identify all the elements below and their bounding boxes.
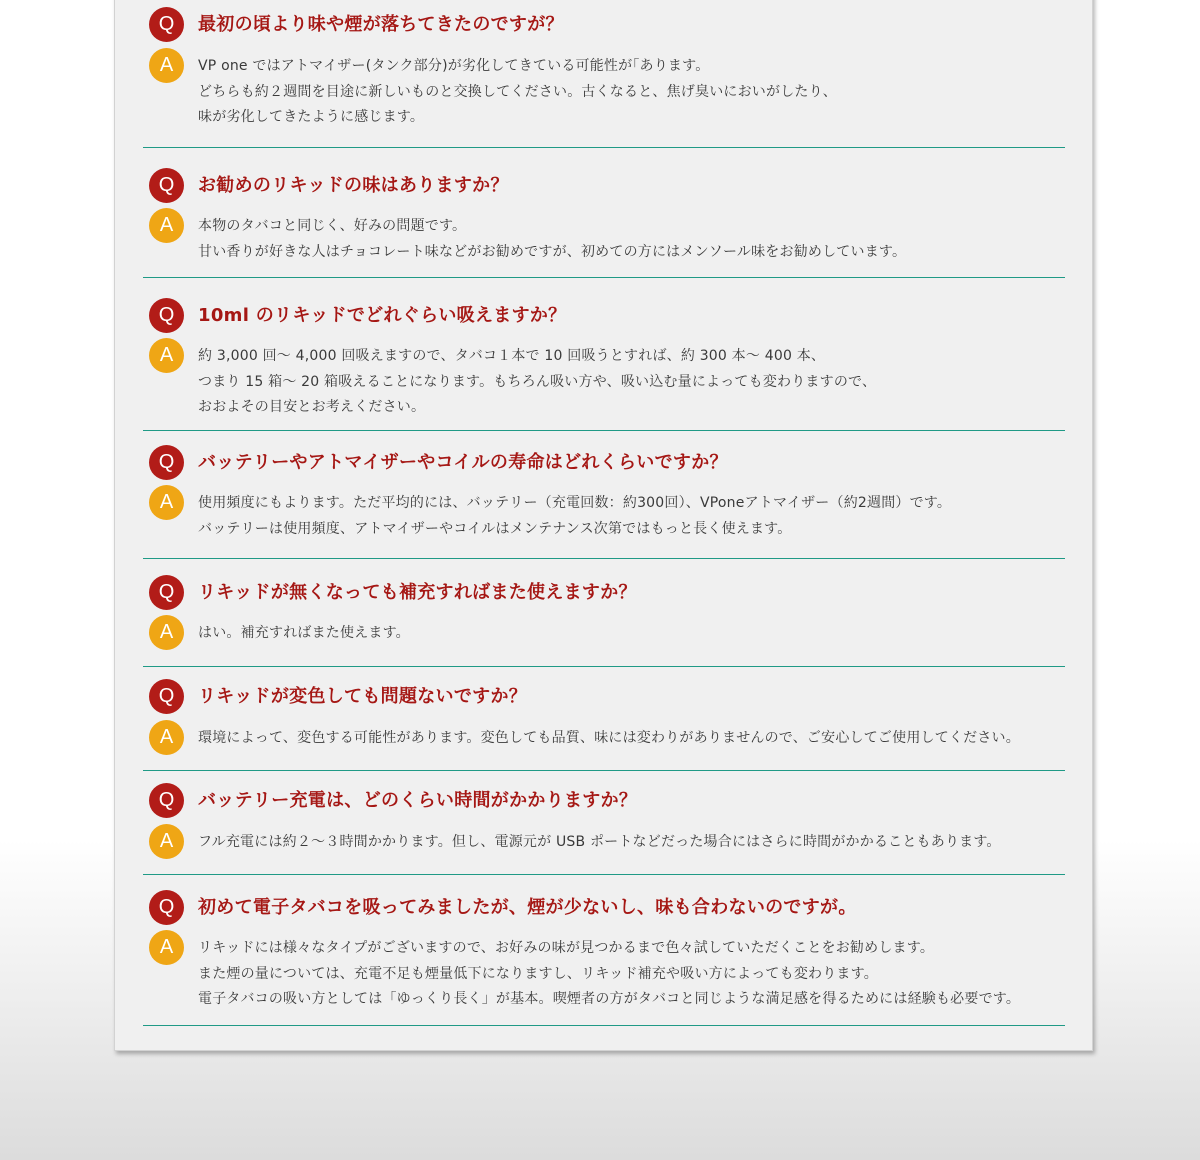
question-row: [149, 575, 1065, 610]
question-text: リキッドが変色しても問題ないですか？: [198, 686, 528, 707]
answer-row: [149, 48, 1065, 131]
answer-row: [149, 615, 1065, 650]
answer-line: 味が劣化してきたように感じます。: [198, 109, 425, 125]
answer-line: 約 3,000 回～ 4,000 回吸えますので、タバコ１本で 10 回吸うとすれば、約 300 本～ 400 本、: [198, 348, 826, 364]
faq-item: [143, 559, 1065, 667]
question-row: [149, 7, 1065, 42]
question-text: バッテリーやアトマイザーやコイルの寿命はどれくらいですか？: [198, 452, 728, 473]
answer-line: VP one ではアトマイザー(タンク部分)が劣化してきている可能性が｢あります。: [198, 58, 710, 74]
question-row: [149, 890, 1065, 925]
answer-text: [198, 48, 837, 131]
answer-row: [149, 824, 1065, 859]
faq-item: [143, 667, 1065, 771]
answer-text: [198, 930, 1020, 1013]
answer-line: 本物のタバコと同じく、好みの問題です。: [198, 218, 467, 234]
answer-line: つまり 15 箱～ 20 箱吸えることになります。もちろん吸い方や、吸い込む量によっても変わりますので、: [198, 373, 877, 390]
question-row: [149, 445, 1065, 480]
question-text: リキッドが無くなっても補充すればまた使えますか？: [198, 582, 637, 603]
answer-text: [198, 338, 876, 421]
question-text: 初めて電子タバコを吸ってみましたが、煙が少ないし、味も合わないのですが。: [198, 897, 857, 918]
question-row: [149, 298, 1065, 333]
question-badge: Q: [149, 298, 184, 333]
faq-item: [143, 771, 1065, 875]
answer-text: [198, 208, 906, 265]
answer-line: 環境によって、変色する可能性があります。変色しても品質、味には変わりがありませんので、ご安心してご使用してください。: [198, 730, 1020, 746]
faq-item: [143, 148, 1065, 278]
answer-row: [149, 485, 1065, 542]
question-badge: Q: [149, 679, 184, 714]
question-text: バッテリー充電は、どのくらい時間がかかりますか？: [198, 790, 638, 811]
question-badge: Q: [149, 7, 184, 42]
answer-line: また煙の量については、充電不足も煙量低下になりますし、リキッド補充や吸い方によっても変わります。: [198, 965, 878, 982]
answer-badge: A: [149, 615, 184, 650]
answer-line: 電子タバコの吸い方としては「ゆっくり長く」が基本。喫煙者の方がタバコと同じような満足感を得るためには経験も必要です。: [198, 991, 1021, 1007]
answer-row: [149, 338, 1065, 421]
question-text: 最初の頃より味や煙が落ちてきたのですが？: [198, 14, 564, 35]
faq-item: [143, 431, 1065, 559]
answer-line: フル充電には約２～３時間かかります。但し、電源元が USB ポートなどだった場合にはさらに時間がかかることもあります。: [198, 834, 1001, 850]
answer-text: [198, 615, 410, 647]
answer-line: はい。補充すればまた使えます。: [198, 625, 410, 641]
question-row: [149, 168, 1065, 203]
answer-badge: A: [149, 48, 184, 83]
answer-row: [149, 930, 1065, 1013]
question-badge: Q: [149, 783, 184, 818]
answer-line: バッテリーは使用頻度、アトマイザーやコイルはメンテナンス次第ではもっと長く使えます。: [198, 520, 792, 537]
faq-item: [143, 0, 1065, 148]
answer-line: 甘い香りが好きな人はチョコレート味などがお勧めですが、初めての方にはメンソール味をお勧めしています。: [198, 243, 907, 260]
question-badge: Q: [149, 575, 184, 610]
answer-badge: A: [149, 338, 184, 373]
answer-line: リキッドには様々なタイプがございますので、お好みの味が見つかるまで色々試していただくことをお勧めします。: [198, 940, 935, 956]
question-badge: Q: [149, 168, 184, 203]
answer-row: [149, 208, 1065, 265]
answer-badge: A: [149, 930, 184, 965]
question-badge: Q: [149, 445, 184, 480]
answer-text: [198, 824, 1001, 856]
answer-badge: A: [149, 485, 184, 520]
faq-item: [143, 278, 1065, 431]
question-text: 10ml のリキッドでどれぐらい吸えますか？: [198, 305, 567, 326]
answer-row: [149, 720, 1065, 755]
question-row: [149, 783, 1065, 818]
question-row: [149, 679, 1065, 714]
answer-line: おおよその目安とお考えください。: [198, 399, 426, 415]
answer-badge: A: [149, 824, 184, 859]
question-badge: Q: [149, 890, 184, 925]
answer-line: 使用頻度にもよります。ただ平均的には、バッテリー（充電回数：約300回）、VPoneアトマイザー（約2週間）です。: [198, 495, 952, 511]
answer-badge: A: [149, 720, 184, 755]
answer-text: [198, 720, 1020, 752]
answer-line: どちらも約２週間を目途に新しいものと交換してください。古くなると、焦げ臭いにおいがしたり、: [198, 83, 837, 100]
question-text: お勧めのリキッドの味はありますか？: [198, 175, 509, 196]
answer-text: [198, 485, 951, 542]
faq-item: [143, 875, 1065, 1026]
answer-badge: A: [149, 208, 184, 243]
